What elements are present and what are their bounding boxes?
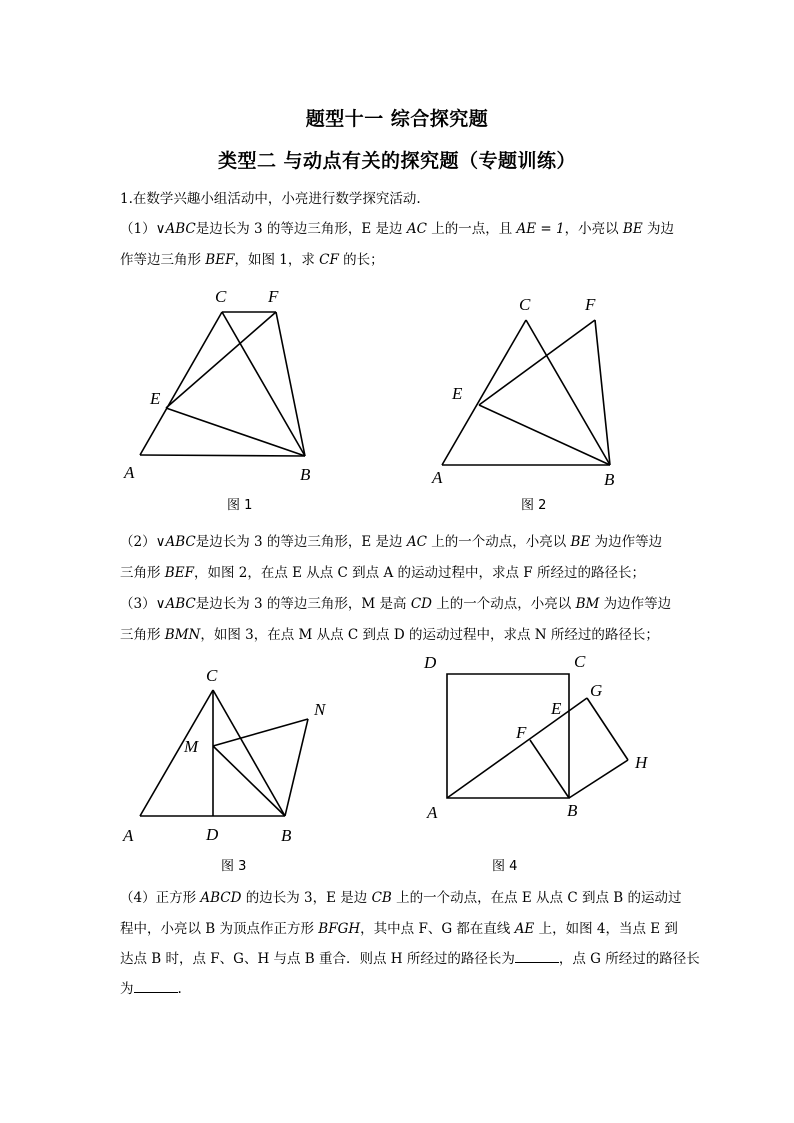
square-abcd	[447, 674, 569, 798]
math: BEF	[205, 252, 235, 268]
text: ，如图 3，在点 M 从点 C 到点 D 的运动过程中，求点 N 所经过的路径长；	[200, 627, 659, 643]
label-h: H	[635, 753, 648, 772]
label-a: A	[124, 463, 135, 482]
label-c: C	[206, 666, 218, 685]
math: BMN	[164, 627, 201, 643]
text: ，小亮以	[564, 221, 623, 237]
label-a: A	[123, 826, 134, 845]
part4-line3	[120, 947, 700, 967]
math: CF	[319, 252, 339, 268]
figure-1-caption: 图 1	[227, 498, 253, 513]
part4-line1	[120, 886, 681, 906]
text: 为	[120, 981, 134, 997]
math: CB	[371, 890, 392, 906]
text: 上的一个动点，小亮以	[426, 534, 571, 550]
text: 的边长为 3，E 是边	[241, 890, 372, 906]
math: AC	[406, 221, 427, 237]
math: ∨ABC	[155, 221, 196, 237]
text: （1）	[120, 221, 156, 237]
figure-2	[420, 285, 640, 490]
text: ，点 G 所经过的路径长	[558, 951, 700, 967]
label-e: E	[452, 384, 463, 403]
text: 是边长为 3 的等边三角形，M 是高	[195, 596, 411, 612]
figure-4-caption: 图 4	[492, 859, 518, 874]
label-m: M	[184, 737, 199, 756]
figure-4	[415, 650, 665, 825]
label-a: A	[427, 803, 438, 822]
text: 为边作等边	[590, 534, 663, 550]
text: 是边长为 3 的等边三角形，E 是边	[195, 534, 407, 550]
page-title: 题型十一 综合探究题	[305, 108, 489, 130]
label-b: B	[567, 801, 578, 820]
edge-ef	[479, 320, 595, 405]
text: 的长；	[338, 252, 384, 268]
part4-line4	[120, 977, 182, 997]
text: 是边长为 3 的等边三角形，E 是边	[195, 221, 407, 237]
label-c: C	[215, 287, 227, 306]
text: 上，如图 4，当点 E 到	[534, 921, 678, 937]
math: BFGH	[318, 921, 361, 937]
text: 为边作等边	[599, 596, 672, 612]
text: 上的一个动点，小亮以	[431, 596, 576, 612]
figure-1	[110, 280, 330, 490]
text: .	[177, 981, 182, 997]
part2-line1	[120, 530, 662, 550]
math: BE	[570, 534, 591, 550]
answer-blank-h[interactable]	[515, 950, 559, 963]
label-e: E	[150, 389, 161, 408]
edge-gh	[587, 698, 628, 760]
label-b: B	[300, 465, 311, 484]
figure-2-caption: 图 2	[521, 498, 547, 513]
math: CD	[410, 596, 432, 612]
edge-mb	[213, 746, 285, 816]
label-f: F	[585, 295, 596, 314]
math: AC	[406, 534, 427, 550]
edge-cb	[213, 690, 285, 816]
math: AE	[514, 921, 535, 937]
edge-ef	[166, 312, 276, 408]
part4-line2	[120, 917, 678, 937]
text: （3）	[120, 596, 156, 612]
text: 达点 B 时，点 F、G、H 与点 B 重合．则点 H 所经过的路径长为	[120, 951, 515, 967]
text: ，其中点 F、G 都在直线	[360, 921, 515, 937]
edge-cb	[222, 312, 305, 456]
math: AE = 1	[516, 221, 565, 237]
figure-3	[110, 660, 350, 850]
edge-nb	[285, 719, 308, 816]
label-f: F	[516, 723, 527, 742]
label-c: C	[574, 652, 586, 671]
math: BE	[622, 221, 643, 237]
text: 上的一点，且	[426, 221, 517, 237]
text: （2）	[120, 534, 156, 550]
math: ∨ABC	[155, 534, 196, 550]
text: 程中，小亮以 B 为顶点作正方形	[120, 921, 319, 937]
label-f: F	[268, 287, 279, 306]
math: ∨ABC	[155, 596, 196, 612]
text: 作等边三角形	[120, 252, 206, 268]
text: （4）正方形	[120, 890, 201, 906]
edge-eb	[166, 408, 305, 456]
label-c: C	[519, 295, 531, 314]
label-d: D	[424, 653, 437, 672]
text: 为边	[642, 221, 674, 237]
part3-line2	[120, 623, 659, 643]
figure-3-caption: 图 3	[221, 859, 247, 874]
label-b: B	[281, 826, 292, 845]
math: BEF	[164, 565, 194, 581]
edge-ab	[140, 455, 305, 456]
text: 三角形	[120, 627, 165, 643]
problem-intro: 1.在数学兴趣小组活动中，小亮进行数学探究活动.	[120, 191, 421, 207]
part2-line2	[120, 561, 645, 581]
label-e: E	[551, 699, 562, 718]
text: 上的一个动点，在点 E 从点 C 到点 B 的运动过	[391, 890, 682, 906]
edge-hb	[569, 760, 628, 798]
edge-ac	[140, 690, 213, 816]
edge-fb	[530, 740, 569, 798]
label-g: G	[590, 681, 603, 700]
label-d: D	[206, 825, 219, 844]
text: ，如图 2，在点 E 从点 C 到点 A 的运动过程中，求点 F 所经过的路径长；	[193, 565, 645, 581]
edge-fb	[276, 312, 305, 456]
edge-ac	[140, 312, 222, 455]
part1-line2	[120, 248, 384, 268]
part1-line1	[120, 217, 674, 237]
answer-blank-g[interactable]	[134, 980, 178, 993]
page-subtitle: 类型二 与动点有关的探究题（专题训练）	[217, 150, 577, 172]
math: BM	[575, 596, 600, 612]
label-b: B	[604, 470, 615, 489]
label-n: N	[314, 700, 326, 719]
part3-line1	[120, 592, 671, 612]
text: 三角形	[120, 565, 165, 581]
text: ，如图 1，求	[234, 252, 320, 268]
label-a: A	[432, 468, 443, 487]
line-ag	[447, 698, 587, 798]
edge-mn	[213, 719, 308, 746]
math: ABCD	[200, 890, 242, 906]
edge-eb	[479, 405, 610, 465]
